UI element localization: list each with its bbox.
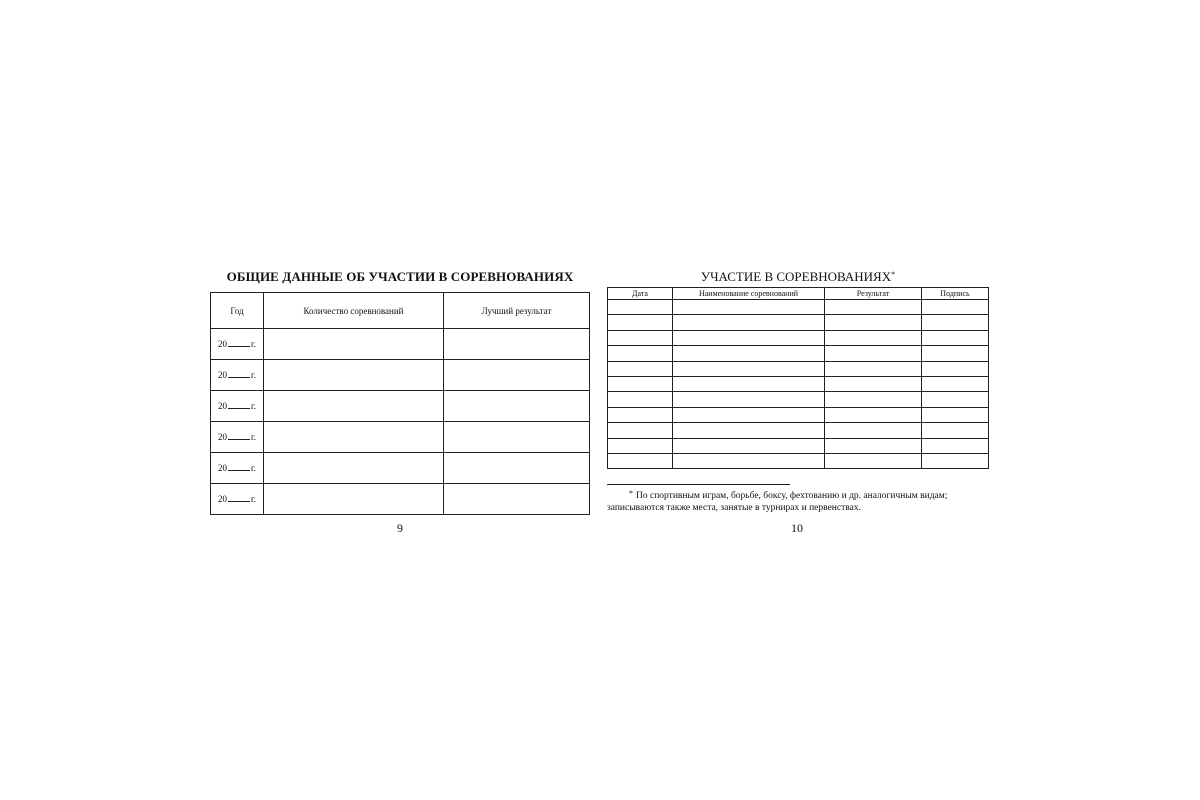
year-cell[interactable] <box>211 329 264 360</box>
signature-cell[interactable] <box>922 392 989 407</box>
table-row <box>608 453 989 468</box>
footnote <box>607 490 982 514</box>
table-row <box>608 407 989 422</box>
right-page-title <box>607 268 989 285</box>
year-cell[interactable] <box>211 391 264 422</box>
best-result-cell[interactable] <box>444 422 590 453</box>
date-cell[interactable] <box>608 330 673 345</box>
result-cell[interactable] <box>825 376 922 391</box>
competition-count-cell[interactable] <box>264 391 444 422</box>
competition-count-cell[interactable] <box>264 453 444 484</box>
year-prefix: 20 <box>218 401 228 411</box>
table-row <box>211 422 590 453</box>
table-row <box>608 346 989 361</box>
table-row <box>211 391 590 422</box>
date-cell[interactable] <box>608 300 673 315</box>
column-header-date: Дата <box>608 288 673 300</box>
signature-cell[interactable] <box>922 330 989 345</box>
table-row <box>608 438 989 453</box>
signature-cell[interactable] <box>922 315 989 330</box>
table-row <box>608 300 989 315</box>
column-header-count: Количество соревнований <box>264 293 444 329</box>
best-result-cell[interactable] <box>444 329 590 360</box>
year-cell[interactable] <box>211 453 264 484</box>
competition-name-cell[interactable] <box>673 453 825 468</box>
year-suffix: г. <box>251 370 256 380</box>
competition-count-cell[interactable] <box>264 484 444 515</box>
table-header-row <box>211 293 590 329</box>
date-cell[interactable] <box>608 392 673 407</box>
best-result-cell[interactable] <box>444 484 590 515</box>
year-prefix: 20 <box>218 463 228 473</box>
column-header-best-result: Лучший результат <box>444 293 590 329</box>
signature-cell[interactable] <box>922 423 989 438</box>
year-cell[interactable] <box>211 422 264 453</box>
year-blank-line[interactable] <box>228 339 250 347</box>
left-page-title: ОБЩИЕ ДАННЫЕ ОБ УЧАСТИИ В СОРЕВНОВАНИЯХ <box>226 269 574 284</box>
table-row <box>608 361 989 376</box>
competition-name-cell[interactable] <box>673 392 825 407</box>
competition-name-cell[interactable] <box>673 376 825 391</box>
competition-name-cell[interactable] <box>673 315 825 330</box>
table-row <box>608 376 989 391</box>
table-row <box>608 330 989 345</box>
competition-name-cell[interactable] <box>673 361 825 376</box>
best-result-cell[interactable] <box>444 360 590 391</box>
column-header-signature: Подпись <box>922 288 989 300</box>
column-header-year: Год <box>211 293 264 329</box>
result-cell[interactable] <box>825 361 922 376</box>
year-prefix: 20 <box>218 432 228 442</box>
competition-count-cell[interactable] <box>264 422 444 453</box>
date-cell[interactable] <box>608 361 673 376</box>
signature-cell[interactable] <box>922 346 989 361</box>
footnote-line-1: По спортивным играм, борьбе, боксу, фехтованию и др. аналогичным видам; <box>636 491 948 501</box>
year-blank-line[interactable] <box>228 401 250 409</box>
competitions-table <box>607 287 989 469</box>
result-cell[interactable] <box>825 346 922 361</box>
date-cell[interactable] <box>608 315 673 330</box>
date-cell[interactable] <box>608 453 673 468</box>
right-page <box>607 268 989 469</box>
signature-cell[interactable] <box>922 407 989 422</box>
signature-cell[interactable] <box>922 438 989 453</box>
page-number-right: 10 <box>791 521 803 535</box>
year-blank-line[interactable] <box>228 494 250 502</box>
date-cell[interactable] <box>608 376 673 391</box>
signature-cell[interactable] <box>922 376 989 391</box>
table-row <box>608 315 989 330</box>
year-blank-line[interactable] <box>228 463 250 471</box>
date-cell[interactable] <box>608 423 673 438</box>
competition-name-cell[interactable] <box>673 346 825 361</box>
competition-count-cell[interactable] <box>264 360 444 391</box>
year-prefix: 20 <box>218 494 228 504</box>
best-result-cell[interactable] <box>444 453 590 484</box>
result-cell[interactable] <box>825 300 922 315</box>
left-page <box>210 268 590 515</box>
footnote-mark: * <box>629 489 633 498</box>
table-row <box>211 453 590 484</box>
table-header-row <box>608 288 989 300</box>
best-result-cell[interactable] <box>444 391 590 422</box>
signature-cell[interactable] <box>922 453 989 468</box>
result-cell[interactable] <box>825 438 922 453</box>
title-footnote-mark: * <box>891 270 896 279</box>
year-suffix: г. <box>251 432 256 442</box>
year-prefix: 20 <box>218 339 228 349</box>
date-cell[interactable] <box>608 438 673 453</box>
year-suffix: г. <box>251 401 256 411</box>
competition-name-cell[interactable] <box>673 407 825 422</box>
competition-name-cell[interactable] <box>673 438 825 453</box>
footnote-divider <box>607 484 790 485</box>
year-blank-line[interactable] <box>228 432 250 440</box>
result-cell[interactable] <box>825 423 922 438</box>
result-cell[interactable] <box>825 330 922 345</box>
table-row <box>211 329 590 360</box>
year-suffix: г. <box>251 494 256 504</box>
year-blank-line[interactable] <box>228 370 250 378</box>
year-cell[interactable] <box>211 484 264 515</box>
table-row <box>211 360 590 391</box>
table-row <box>608 392 989 407</box>
year-suffix: г. <box>251 339 256 349</box>
signature-cell[interactable] <box>922 361 989 376</box>
competition-name-cell[interactable] <box>673 423 825 438</box>
competition-name-cell[interactable] <box>673 300 825 315</box>
date-cell[interactable] <box>608 407 673 422</box>
year-prefix: 20 <box>218 370 228 380</box>
right-page-title-text: УЧАСТИЕ В СОРЕВНОВАНИЯХ <box>700 269 892 284</box>
table-row <box>211 484 590 515</box>
result-cell[interactable] <box>825 392 922 407</box>
date-cell[interactable] <box>608 346 673 361</box>
signature-cell[interactable] <box>922 300 989 315</box>
footnote-line-2: записываются также места, занятые в турнирах и первенствах. <box>607 503 861 513</box>
column-header-result: Результат <box>825 288 922 300</box>
page-number-left: 9 <box>397 521 403 535</box>
result-cell[interactable] <box>825 407 922 422</box>
result-cell[interactable] <box>825 315 922 330</box>
competition-name-cell[interactable] <box>673 330 825 345</box>
general-competition-table <box>210 292 590 515</box>
year-cell[interactable] <box>211 360 264 391</box>
table-row <box>608 423 989 438</box>
competition-count-cell[interactable] <box>264 329 444 360</box>
result-cell[interactable] <box>825 453 922 468</box>
column-header-competition-name: Наименование соревнований <box>673 288 825 300</box>
year-suffix: г. <box>251 463 256 473</box>
